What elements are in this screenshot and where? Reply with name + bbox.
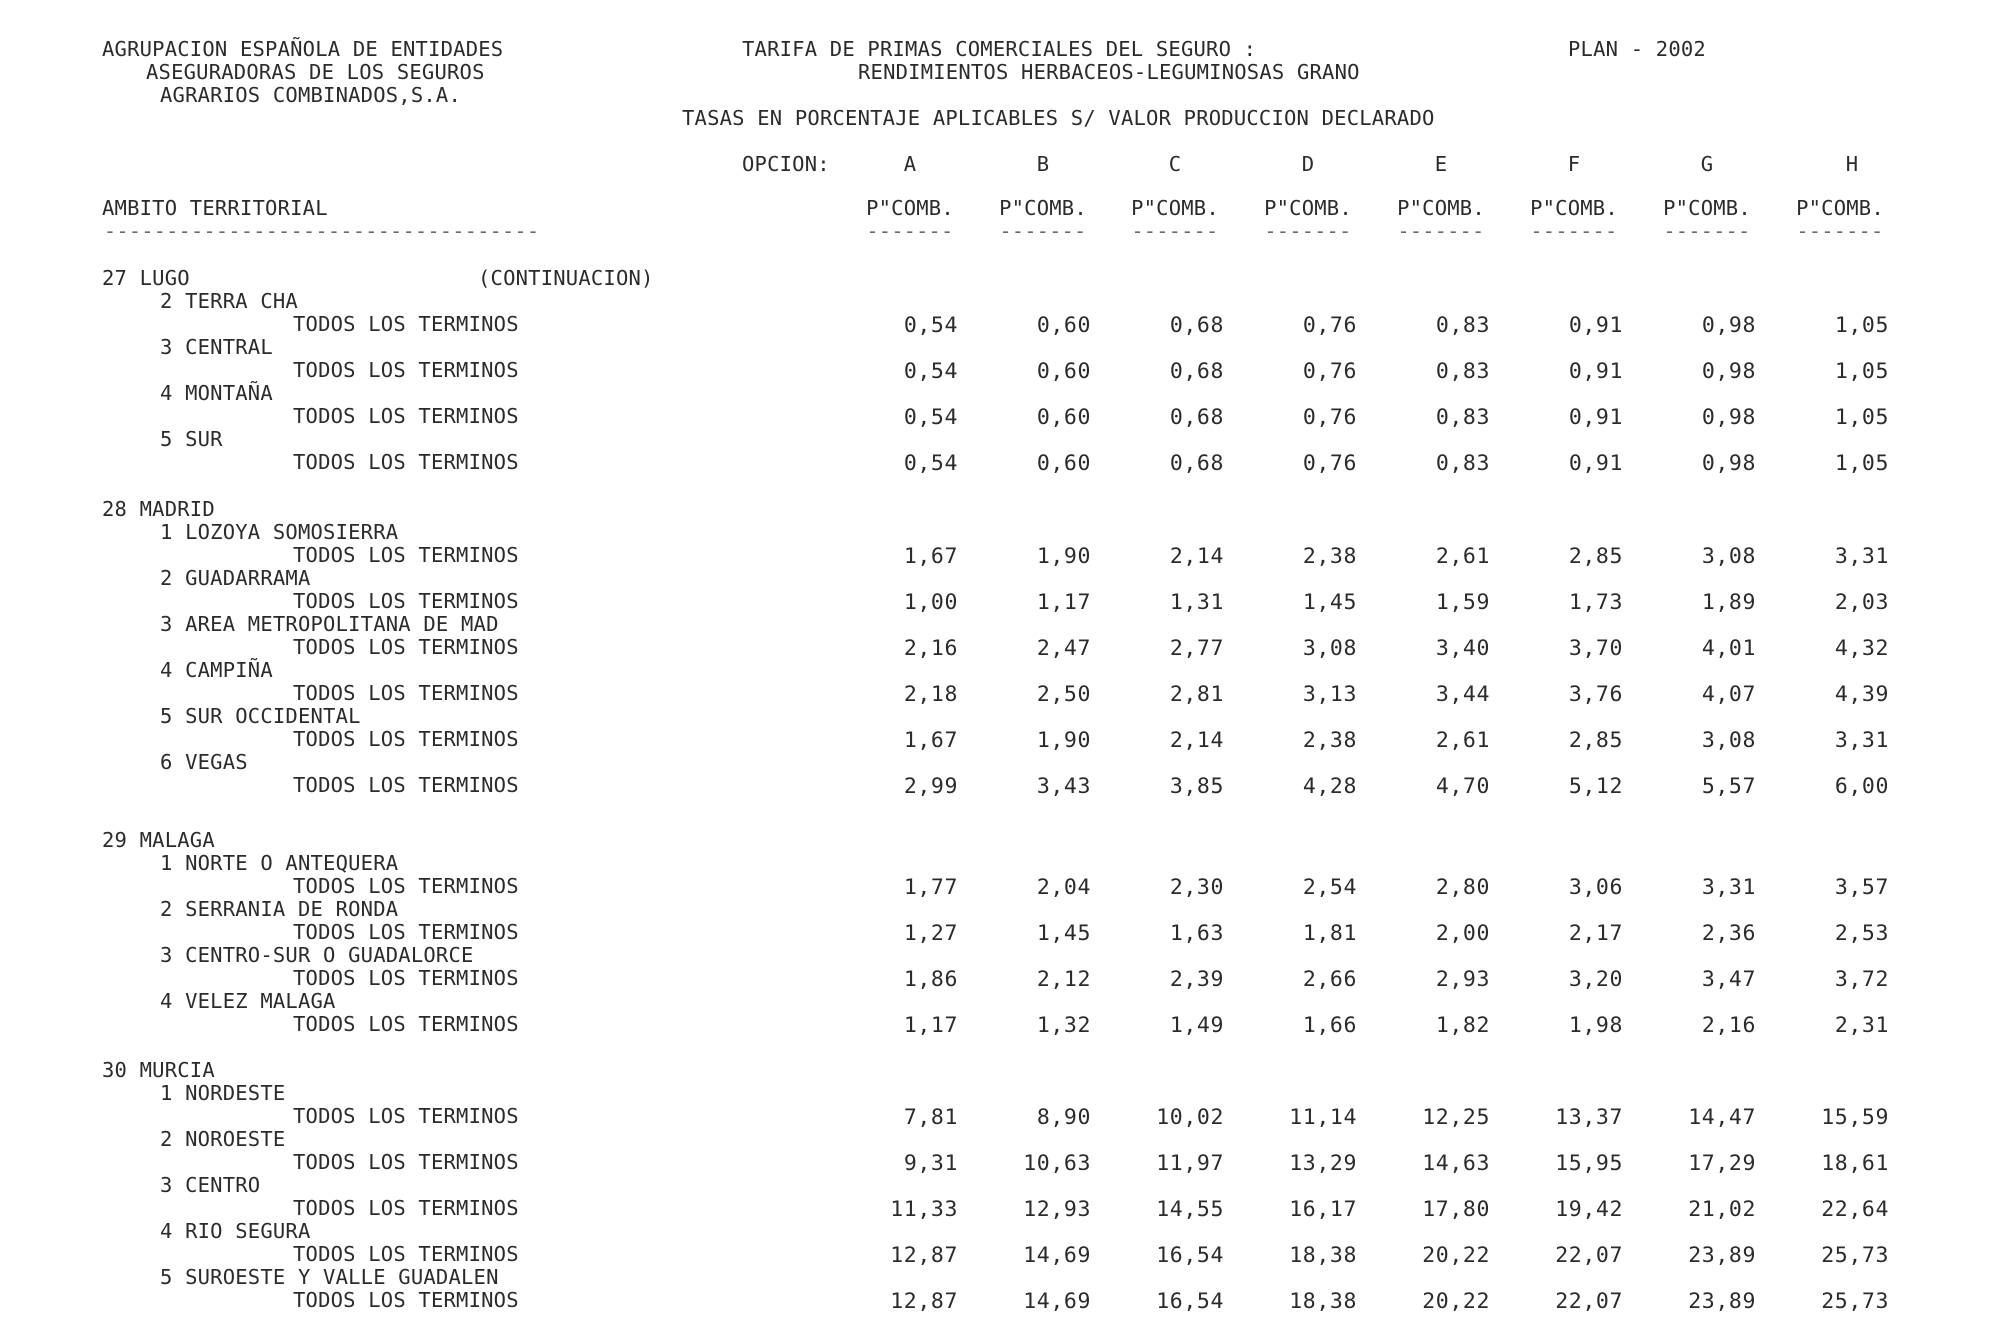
rate-value-c: 3,85 [1169, 774, 1224, 799]
rate-value-e: 14,63 [1422, 1151, 1490, 1176]
rate-value-b: 0,60 [1036, 451, 1091, 476]
rate-value-h: 1,05 [1834, 451, 1889, 476]
company-line-2: ASEGURADORAS DE LOS SEGUROS [146, 60, 485, 84]
rate-value-f: 0,91 [1568, 405, 1623, 430]
rate-value-c: 16,54 [1156, 1289, 1224, 1314]
rate-value-a: 2,99 [903, 774, 958, 799]
option-c: C [1168, 152, 1182, 176]
rate-value-e: 3,44 [1435, 682, 1490, 707]
rate-value-e: 2,00 [1435, 921, 1490, 946]
province-note: (CONTINUACION) [478, 266, 654, 290]
rate-value-b: 2,04 [1036, 875, 1091, 900]
column-rule-a: ------- [866, 219, 954, 243]
term-label: TODOS LOS TERMINOS [293, 635, 519, 659]
rate-value-b: 0,60 [1036, 313, 1091, 338]
rate-value-d: 18,38 [1289, 1243, 1357, 1268]
comarca-name: 5 SUR OCCIDENTAL [160, 704, 361, 728]
rate-value-d: 0,76 [1302, 313, 1357, 338]
column-header-b: P"COMB. [999, 196, 1087, 220]
term-label: TODOS LOS TERMINOS [293, 1012, 519, 1036]
comarca-name: 3 AREA METROPOLITANA DE MAD [160, 612, 499, 636]
rate-value-g: 0,98 [1701, 405, 1756, 430]
rate-value-g: 14,47 [1688, 1105, 1756, 1130]
rate-value-d: 1,66 [1302, 1013, 1357, 1038]
rate-value-h: 1,05 [1834, 359, 1889, 384]
column-rule-b: ------- [999, 219, 1087, 243]
rate-value-h: 18,61 [1821, 1151, 1889, 1176]
rate-value-g: 0,98 [1701, 359, 1756, 384]
rate-value-h: 3,57 [1834, 875, 1889, 900]
rate-value-a: 0,54 [903, 451, 958, 476]
comarca-name: 2 TERRA CHA [160, 289, 298, 313]
option-b: B [1036, 152, 1050, 176]
rate-value-e: 2,61 [1435, 544, 1490, 569]
comarca-name: 5 SUR [160, 427, 223, 451]
rate-value-e: 1,82 [1435, 1013, 1490, 1038]
rates-note: TASAS EN PORCENTAJE APLICABLES S/ VALOR PRODUCCION DECLARADO [682, 106, 1435, 130]
rate-value-f: 3,76 [1568, 682, 1623, 707]
comarca-name: 4 MONTAÑA [160, 381, 273, 405]
rate-value-d: 13,29 [1289, 1151, 1357, 1176]
rate-value-d: 3,08 [1302, 636, 1357, 661]
rate-value-h: 25,73 [1821, 1243, 1889, 1268]
rate-value-c: 0,68 [1169, 313, 1224, 338]
rate-value-h: 22,64 [1821, 1197, 1889, 1222]
rate-value-g: 3,08 [1701, 728, 1756, 753]
opcion-label: OPCION: [742, 152, 830, 176]
rate-value-e: 17,80 [1422, 1197, 1490, 1222]
province-name: 27 LUGO [102, 266, 190, 290]
rate-value-d: 2,66 [1302, 967, 1357, 992]
comarca-name: 1 NORDESTE [160, 1081, 286, 1105]
column-rule-e: ------- [1397, 219, 1485, 243]
rate-value-a: 7,81 [903, 1105, 958, 1130]
rate-value-c: 0,68 [1169, 405, 1224, 430]
comarca-name: 3 CENTRO [160, 1173, 261, 1197]
option-e: E [1434, 152, 1448, 176]
rate-value-d: 0,76 [1302, 451, 1357, 476]
ambito-label: AMBITO TERRITORIAL [102, 196, 328, 220]
rate-value-b: 10,63 [1023, 1151, 1091, 1176]
rate-value-a: 1,77 [903, 875, 958, 900]
rate-value-h: 2,03 [1834, 590, 1889, 615]
rate-value-e: 2,80 [1435, 875, 1490, 900]
province-name: 29 MALAGA [102, 828, 215, 852]
term-label: TODOS LOS TERMINOS [293, 1196, 519, 1220]
column-header-g: P"COMB. [1663, 196, 1751, 220]
term-label: TODOS LOS TERMINOS [293, 874, 519, 898]
term-label: TODOS LOS TERMINOS [293, 966, 519, 990]
rate-value-h: 1,05 [1834, 405, 1889, 430]
comarca-name: 6 VEGAS [160, 750, 248, 774]
rate-value-c: 1,31 [1169, 590, 1224, 615]
rate-value-g: 2,16 [1701, 1013, 1756, 1038]
rate-value-h: 6,00 [1834, 774, 1889, 799]
rate-value-b: 0,60 [1036, 405, 1091, 430]
plan-label: PLAN - 2002 [1568, 37, 1706, 61]
column-header-a: P"COMB. [866, 196, 954, 220]
rate-value-f: 0,91 [1568, 451, 1623, 476]
rate-value-b: 1,90 [1036, 728, 1091, 753]
ambito-rule: ----------------------------------- [104, 219, 540, 243]
comarca-name: 4 VELEZ MALAGA [160, 989, 336, 1013]
comarca-name: 4 CAMPIÑA [160, 658, 273, 682]
option-h: H [1845, 152, 1859, 176]
rate-value-f: 0,91 [1568, 359, 1623, 384]
rate-value-h: 4,32 [1834, 636, 1889, 661]
term-label: TODOS LOS TERMINOS [293, 1288, 519, 1312]
rate-value-h: 1,05 [1834, 313, 1889, 338]
option-g: G [1700, 152, 1714, 176]
term-label: TODOS LOS TERMINOS [293, 312, 519, 336]
rate-value-f: 0,91 [1568, 313, 1623, 338]
rate-value-g: 23,89 [1688, 1243, 1756, 1268]
term-label: TODOS LOS TERMINOS [293, 358, 519, 382]
rate-value-e: 2,93 [1435, 967, 1490, 992]
rate-value-f: 2,85 [1568, 728, 1623, 753]
column-rule-h: ------- [1796, 219, 1884, 243]
column-header-e: P"COMB. [1397, 196, 1485, 220]
rate-value-h: 25,73 [1821, 1289, 1889, 1314]
rate-value-f: 3,70 [1568, 636, 1623, 661]
rate-value-f: 1,73 [1568, 590, 1623, 615]
column-header-d: P"COMB. [1264, 196, 1352, 220]
rate-value-a: 1,27 [903, 921, 958, 946]
rate-value-e: 12,25 [1422, 1105, 1490, 1130]
rate-value-f: 13,37 [1555, 1105, 1623, 1130]
rate-value-e: 2,61 [1435, 728, 1490, 753]
rate-value-a: 2,18 [903, 682, 958, 707]
rate-value-b: 14,69 [1023, 1243, 1091, 1268]
rate-value-h: 4,39 [1834, 682, 1889, 707]
rate-value-e: 3,40 [1435, 636, 1490, 661]
rate-value-f: 19,42 [1555, 1197, 1623, 1222]
rate-value-e: 20,22 [1422, 1243, 1490, 1268]
rate-value-c: 0,68 [1169, 359, 1224, 384]
rate-value-c: 2,39 [1169, 967, 1224, 992]
column-rule-d: ------- [1264, 219, 1352, 243]
province-name: 28 MADRID [102, 497, 215, 521]
rate-value-e: 20,22 [1422, 1289, 1490, 1314]
rate-value-b: 2,50 [1036, 682, 1091, 707]
rate-value-g: 3,47 [1701, 967, 1756, 992]
rate-value-f: 2,85 [1568, 544, 1623, 569]
rate-value-b: 1,90 [1036, 544, 1091, 569]
rate-value-a: 2,16 [903, 636, 958, 661]
term-label: TODOS LOS TERMINOS [293, 589, 519, 613]
rate-value-g: 4,01 [1701, 636, 1756, 661]
rate-value-h: 3,31 [1834, 544, 1889, 569]
rate-value-a: 12,87 [890, 1243, 958, 1268]
rate-value-g: 3,31 [1701, 875, 1756, 900]
rate-value-e: 0,83 [1435, 405, 1490, 430]
rate-value-e: 0,83 [1435, 313, 1490, 338]
company-line-3: AGRARIOS COMBINADOS,S.A. [160, 83, 462, 107]
rate-value-f: 2,17 [1568, 921, 1623, 946]
comarca-name: 4 RIO SEGURA [160, 1219, 311, 1243]
rate-value-e: 0,83 [1435, 451, 1490, 476]
rate-value-h: 15,59 [1821, 1105, 1889, 1130]
term-label: TODOS LOS TERMINOS [293, 681, 519, 705]
term-label: TODOS LOS TERMINOS [293, 450, 519, 474]
rate-value-a: 1,67 [903, 728, 958, 753]
rate-value-c: 2,30 [1169, 875, 1224, 900]
rate-value-c: 2,14 [1169, 728, 1224, 753]
comarca-name: 1 LOZOYA SOMOSIERRA [160, 520, 399, 544]
rate-value-h: 2,31 [1834, 1013, 1889, 1038]
rate-value-c: 1,63 [1169, 921, 1224, 946]
rate-value-c: 16,54 [1156, 1243, 1224, 1268]
rate-value-c: 0,68 [1169, 451, 1224, 476]
rate-value-a: 9,31 [903, 1151, 958, 1176]
term-label: TODOS LOS TERMINOS [293, 1104, 519, 1128]
term-label: TODOS LOS TERMINOS [293, 773, 519, 797]
term-label: TODOS LOS TERMINOS [293, 727, 519, 751]
rate-value-h: 2,53 [1834, 921, 1889, 946]
rate-value-g: 1,89 [1701, 590, 1756, 615]
option-d: D [1301, 152, 1315, 176]
term-label: TODOS LOS TERMINOS [293, 1150, 519, 1174]
rate-value-g: 2,36 [1701, 921, 1756, 946]
rate-value-a: 0,54 [903, 359, 958, 384]
rate-value-c: 2,81 [1169, 682, 1224, 707]
rate-value-g: 4,07 [1701, 682, 1756, 707]
comarca-name: 3 CENTRAL [160, 335, 273, 359]
option-a: A [903, 152, 917, 176]
rate-value-e: 4,70 [1435, 774, 1490, 799]
term-label: TODOS LOS TERMINOS [293, 404, 519, 428]
rate-value-b: 0,60 [1036, 359, 1091, 384]
rate-value-a: 1,67 [903, 544, 958, 569]
rate-value-e: 1,59 [1435, 590, 1490, 615]
rate-value-c: 1,49 [1169, 1013, 1224, 1038]
column-rule-c: ------- [1131, 219, 1219, 243]
rate-value-d: 2,38 [1302, 728, 1357, 753]
term-label: TODOS LOS TERMINOS [293, 1242, 519, 1266]
rate-value-f: 22,07 [1555, 1243, 1623, 1268]
rate-value-d: 1,45 [1302, 590, 1357, 615]
comarca-name: 2 GUADARRAMA [160, 566, 311, 590]
rate-value-b: 2,12 [1036, 967, 1091, 992]
rate-value-b: 1,45 [1036, 921, 1091, 946]
rate-value-f: 1,98 [1568, 1013, 1623, 1038]
rate-value-d: 4,28 [1302, 774, 1357, 799]
rate-value-d: 0,76 [1302, 359, 1357, 384]
rate-value-b: 3,43 [1036, 774, 1091, 799]
rate-value-g: 3,08 [1701, 544, 1756, 569]
rate-value-a: 0,54 [903, 313, 958, 338]
rate-value-f: 3,06 [1568, 875, 1623, 900]
option-f: F [1567, 152, 1581, 176]
comarca-name: 2 NOROESTE [160, 1127, 286, 1151]
rate-value-g: 21,02 [1688, 1197, 1756, 1222]
rate-value-c: 14,55 [1156, 1197, 1224, 1222]
rate-value-g: 0,98 [1701, 313, 1756, 338]
rate-value-b: 14,69 [1023, 1289, 1091, 1314]
comarca-name: 3 CENTRO-SUR O GUADALORCE [160, 943, 474, 967]
column-rule-g: ------- [1663, 219, 1751, 243]
rate-value-g: 5,57 [1701, 774, 1756, 799]
column-rule-f: ------- [1530, 219, 1618, 243]
title-line-2: RENDIMIENTOS HERBACEOS-LEGUMINOSAS GRANO [858, 60, 1360, 84]
rate-value-c: 11,97 [1156, 1151, 1224, 1176]
column-header-f: P"COMB. [1530, 196, 1618, 220]
comarca-name: 2 SERRANIA DE RONDA [160, 897, 399, 921]
rate-value-d: 1,81 [1302, 921, 1357, 946]
rate-value-e: 0,83 [1435, 359, 1490, 384]
rate-value-b: 8,90 [1036, 1105, 1091, 1130]
rate-value-d: 0,76 [1302, 405, 1357, 430]
rate-value-b: 1,32 [1036, 1013, 1091, 1038]
rate-value-c: 2,14 [1169, 544, 1224, 569]
rate-value-d: 3,13 [1302, 682, 1357, 707]
rate-value-f: 15,95 [1555, 1151, 1623, 1176]
rate-value-d: 2,38 [1302, 544, 1357, 569]
rate-value-d: 2,54 [1302, 875, 1357, 900]
rate-value-g: 23,89 [1688, 1289, 1756, 1314]
rate-value-d: 11,14 [1289, 1105, 1357, 1130]
rate-value-d: 18,38 [1289, 1289, 1357, 1314]
rate-value-f: 5,12 [1568, 774, 1623, 799]
rate-value-a: 12,87 [890, 1289, 958, 1314]
term-label: TODOS LOS TERMINOS [293, 920, 519, 944]
rate-value-h: 3,72 [1834, 967, 1889, 992]
rate-value-a: 0,54 [903, 405, 958, 430]
rate-value-b: 12,93 [1023, 1197, 1091, 1222]
term-label: TODOS LOS TERMINOS [293, 543, 519, 567]
comarca-name: 5 SUROESTE Y VALLE GUADALEN [160, 1265, 499, 1289]
rate-value-a: 1,17 [903, 1013, 958, 1038]
rate-value-g: 0,98 [1701, 451, 1756, 476]
comarca-name: 1 NORTE O ANTEQUERA [160, 851, 399, 875]
rate-value-f: 22,07 [1555, 1289, 1623, 1314]
column-header-c: P"COMB. [1131, 196, 1219, 220]
title-line-1: TARIFA DE PRIMAS COMERCIALES DEL SEGURO : [742, 37, 1257, 61]
rate-value-b: 2,47 [1036, 636, 1091, 661]
column-header-h: P"COMB. [1796, 196, 1884, 220]
rate-value-a: 1,00 [903, 590, 958, 615]
company-line-1: AGRUPACION ESPAÑOLA DE ENTIDADES [102, 37, 504, 61]
rate-value-c: 2,77 [1169, 636, 1224, 661]
rate-value-d: 16,17 [1289, 1197, 1357, 1222]
rate-value-c: 10,02 [1156, 1105, 1224, 1130]
rate-value-h: 3,31 [1834, 728, 1889, 753]
rate-value-g: 17,29 [1688, 1151, 1756, 1176]
rate-value-b: 1,17 [1036, 590, 1091, 615]
province-name: 30 MURCIA [102, 1058, 215, 1082]
rate-value-a: 1,86 [903, 967, 958, 992]
rate-value-a: 11,33 [890, 1197, 958, 1222]
rate-value-f: 3,20 [1568, 967, 1623, 992]
